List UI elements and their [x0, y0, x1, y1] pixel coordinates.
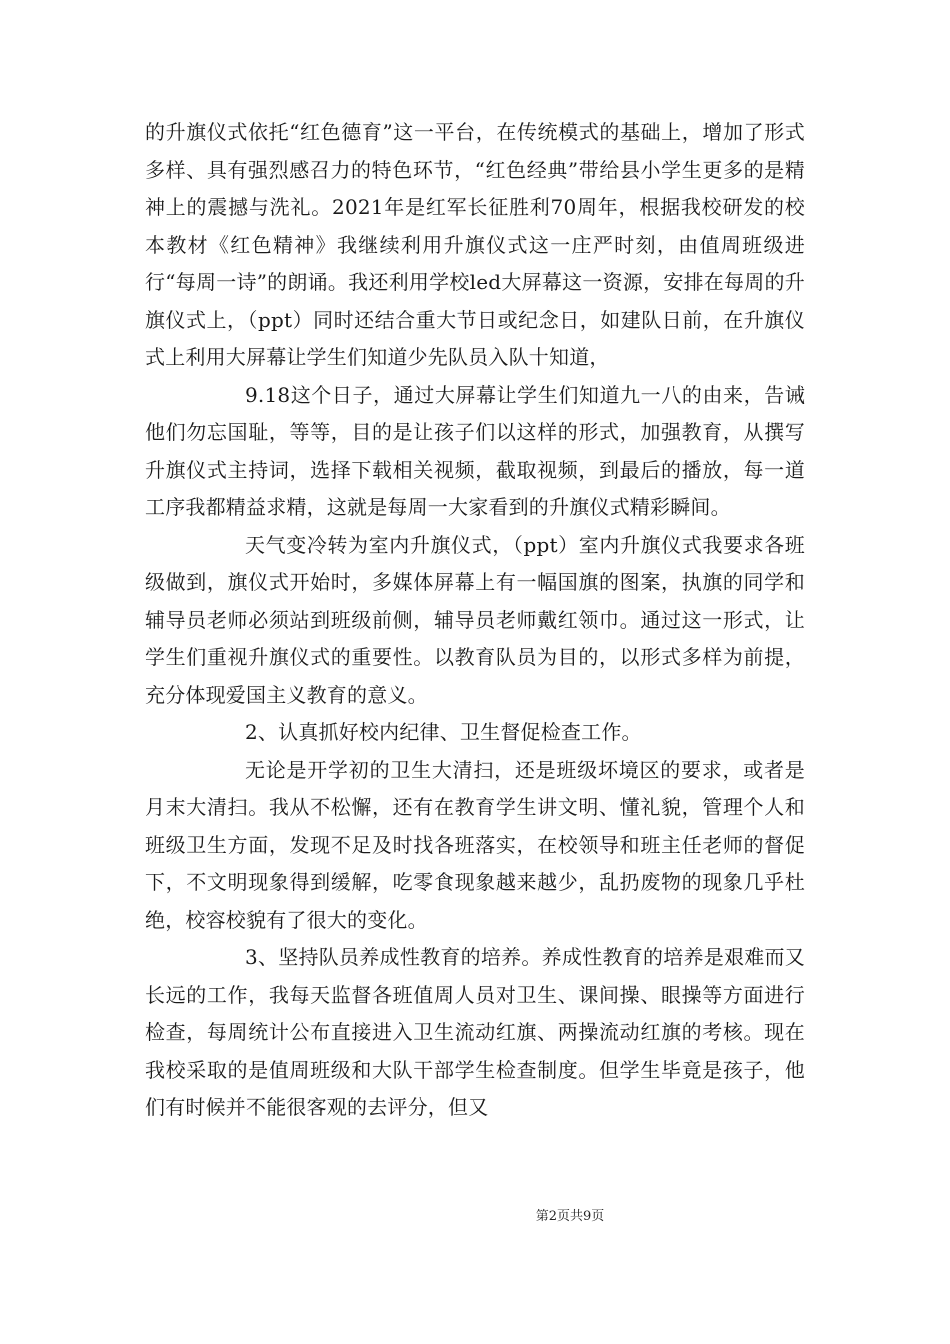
paragraph-3: 天气变冷转为室内升旗仪式，（ppt）室内升旗仪式我要求各班级做到，旗仪式开始时，多媒体屏幕上有一幅国旗的图案，执旗的同学和辅导员老师必须站到班级前侧，辅导员老师戴红领巾。通过这一形式，让学生们重视升旗仪式的重要性。以教育队员为目的，以形式多样为前提，充分体现爱国主义教育的意义。: [145, 532, 805, 707]
section-heading-2: 2、认真抓好校内纪律、卫生督促检查工作。: [245, 720, 642, 744]
paragraph-4: 无论是开学初的卫生大清扫，还是班级坏境区的要求，或者是月末大清扫。我从不松懈，还有在教育学生讲文明、懂礼貌，管理个人和班级卫生方面，发现不足及时找各班落实，在校领导和班主任老师的督促下，不文明现象得到缓解，吃零食现象越来越少，乱扔废物的现象几乎杜绝，校容校貌有了很大的变化。: [145, 757, 805, 932]
paragraph-1: 的升旗仪式依托“红色德育”这一平台，在传统模式的基础上，增加了形式多样、具有强烈感召力的特色环节，“红色经典”带给县小学生更多的是精神上的震撼与洗礼。2021年是红军长征胜利70周年，根据我校研发的校本教材《红色精神》我继续利用升旗仪式这一庄严时刻，由值周班级进行“每周一诗”的朗诵。我还利用学校led大屏幕这一资源，安排在每周的升旗仪式上，（ppt）同时还结合重大节日或纪念日，如建队日前，在升旗仪式上利用大屏幕让学生们知道少先队员入队十知道，: [145, 120, 805, 369]
page-number: 第2页共9页: [535, 1209, 605, 1224]
body-text: [145, 114, 805, 1127]
paragraph-2: 9.18这个日子，通过大屏幕让学生们知道九一八的由来，告诫他们勿忘国耻，等等，目的是让孩子们以这样的形式，加强教育，从撰写升旗仪式主持词，选择下载相关视频，截取视频，到最后的播放，每一道工序我都精益求精，这就是每周一大家看到的升旗仪式精彩瞬间。: [145, 382, 805, 519]
paragraph-5: 3、坚持队员养成性教育的培养。养成性教育的培养是艰难而又长远的工作，我每天监督各班值周人员对卫生、课间操、眼操等方面进行检查，每周统计公布直接进入卫生流动红旗、两操流动红旗的考核。现在我校采取的是值周班级和大队干部学生检查制度。但学生毕竟是孩子，他们有时候并不能很客观的去评分，但又: [145, 945, 805, 1119]
